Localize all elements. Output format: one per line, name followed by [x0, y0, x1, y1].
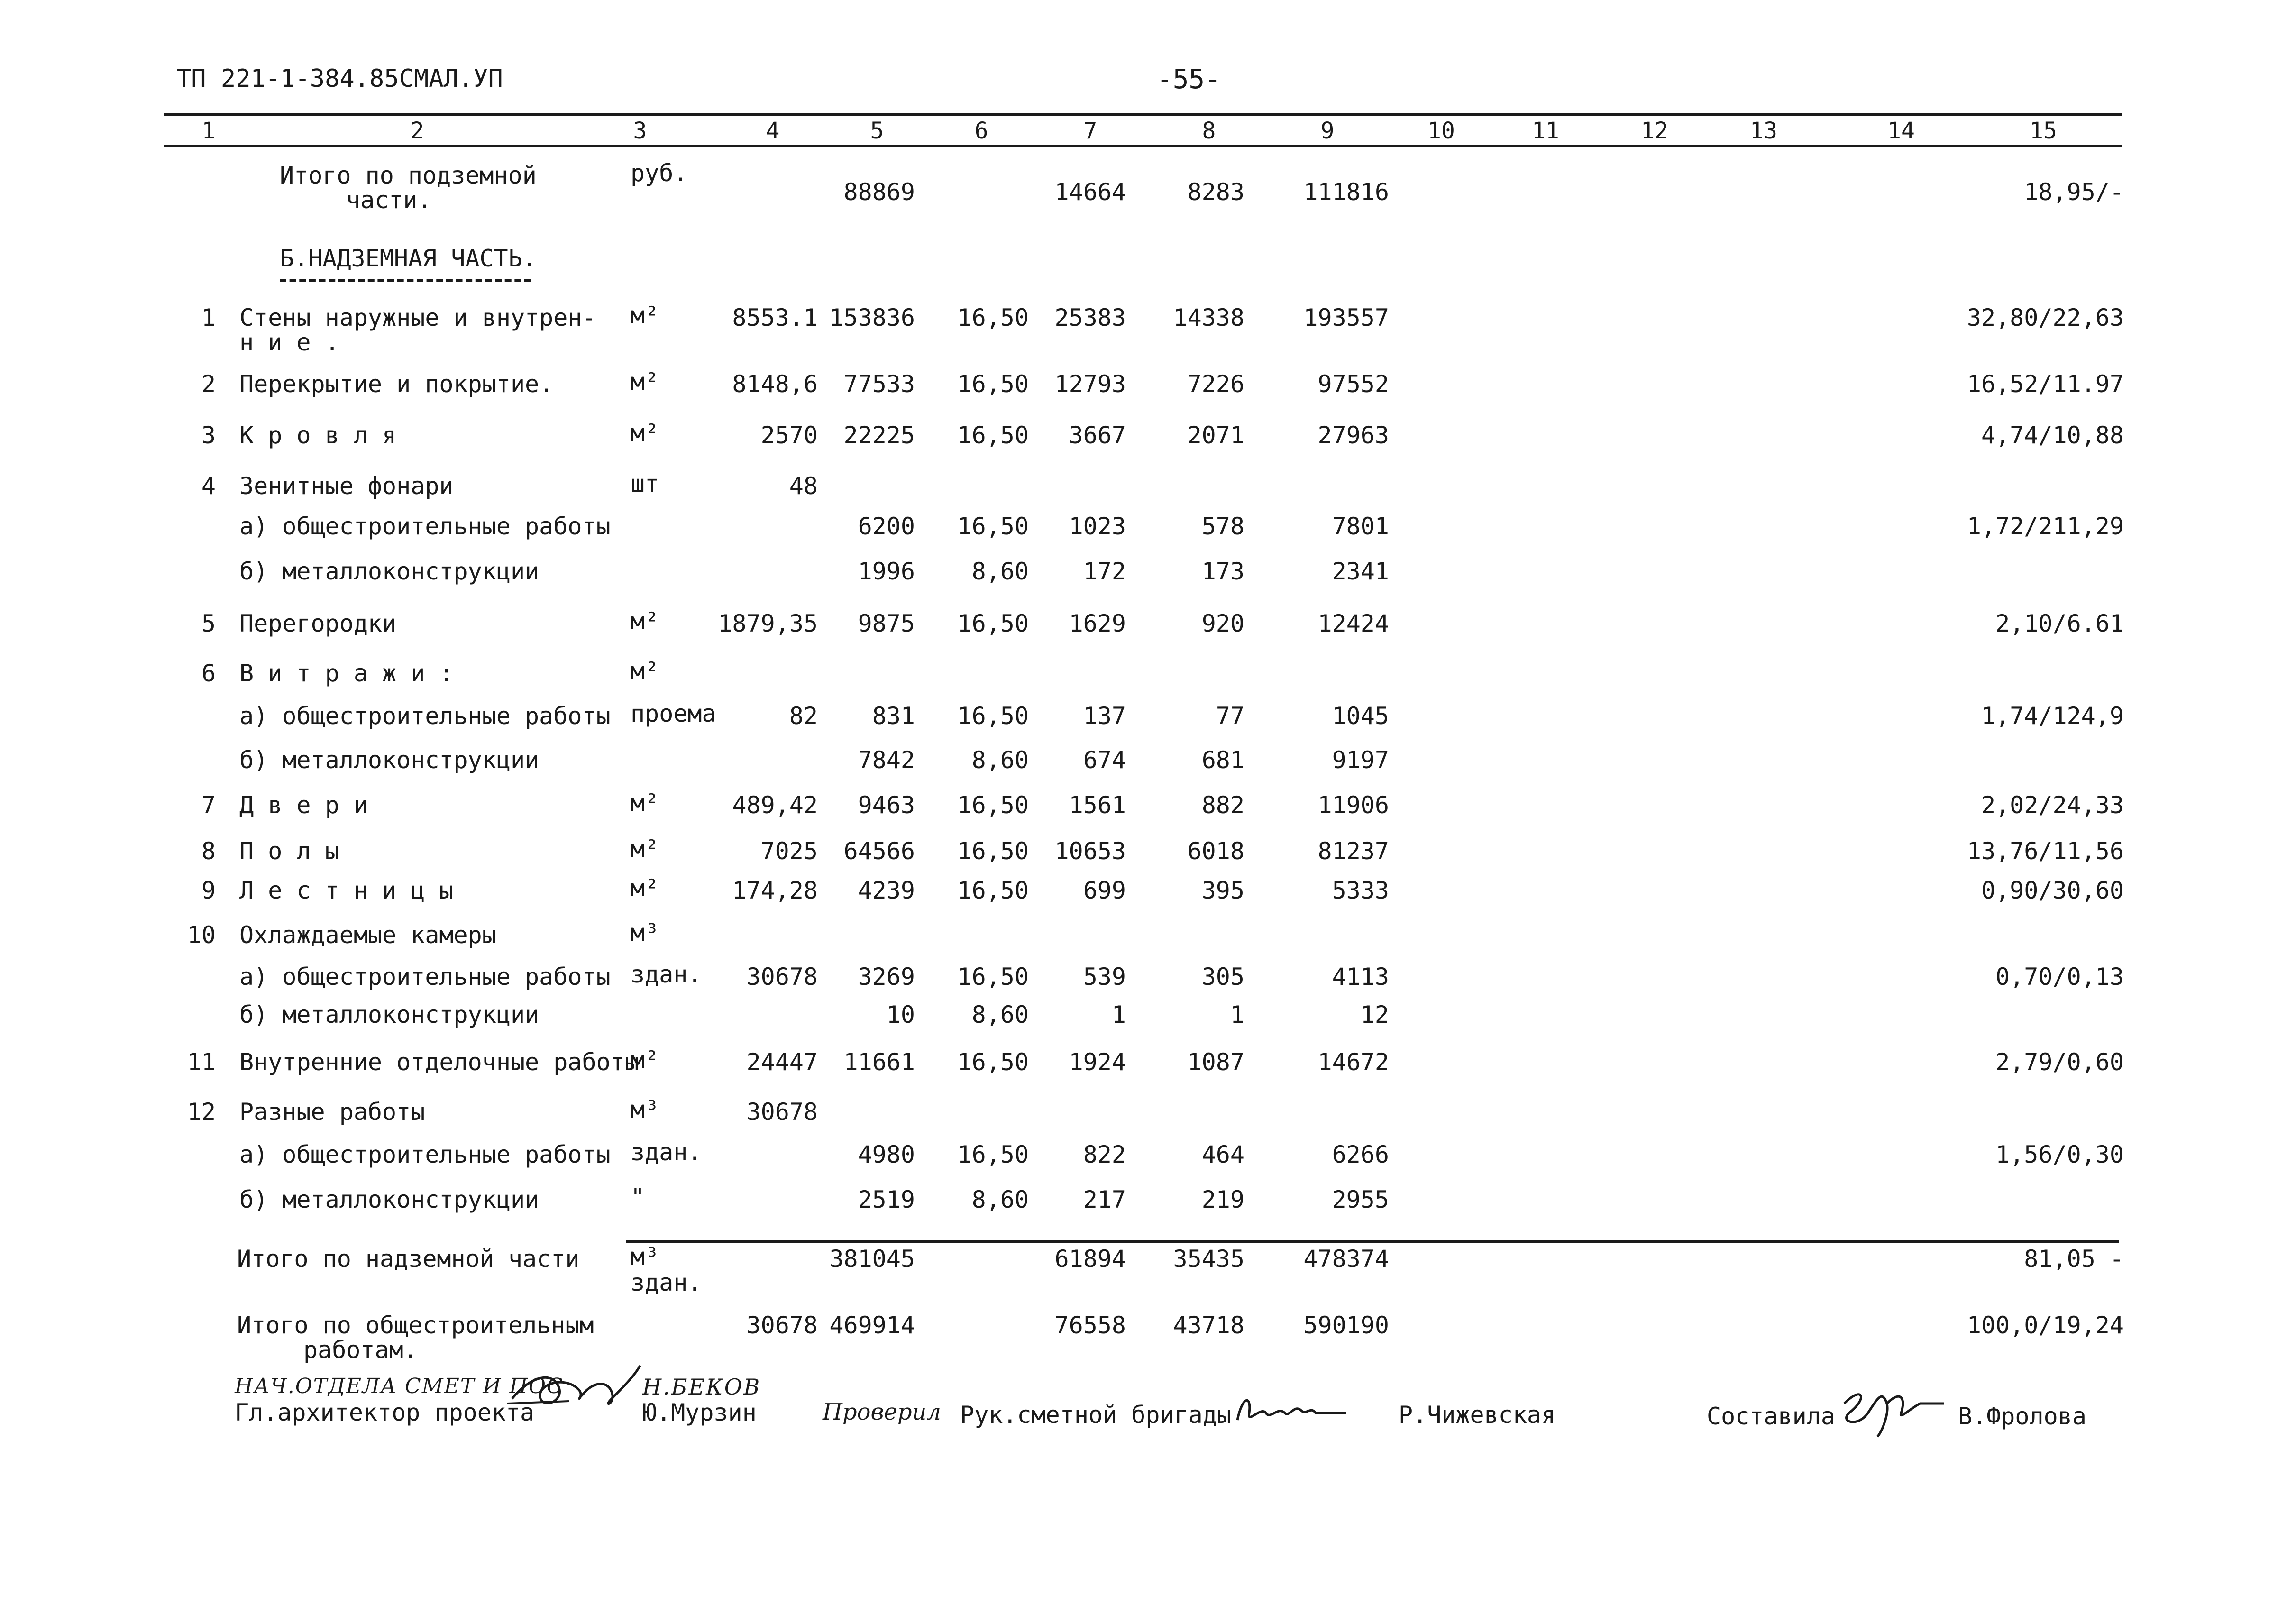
cell-c8: 578	[1201, 513, 1244, 540]
cell-c4: 174,28	[732, 877, 818, 904]
column-number: 12	[1641, 118, 1668, 144]
cell-c9: 2341	[1332, 558, 1389, 585]
cell-unit: м³	[631, 919, 659, 946]
cell-c9: 97552	[1317, 370, 1389, 398]
cell-c8: 219	[1201, 1186, 1244, 1213]
cell-c9: 14672	[1317, 1048, 1389, 1076]
cell-c4: 30678	[746, 1312, 818, 1339]
cell-c7: 76558	[1054, 1312, 1126, 1339]
cell-c7: 699	[1083, 877, 1126, 904]
chief-architect-name: Ю.Мурзин	[642, 1399, 757, 1426]
cell-unit: руб.	[631, 159, 688, 187]
signature-chizhevskaya	[1233, 1387, 1356, 1434]
brigade-name: Р.Чижевская	[1399, 1401, 1556, 1429]
cell-c8: 7226	[1187, 370, 1244, 398]
cell-c7: 3667	[1069, 422, 1126, 449]
column-number: 8	[1202, 118, 1216, 144]
cell-c6: 16,50	[957, 877, 1029, 904]
cell-name: б) металлоконструкции	[239, 1001, 540, 1028]
cell-name: Д в е р и	[239, 791, 368, 819]
cell-unit: м²	[631, 607, 659, 635]
cell-name: Перегородки	[239, 610, 397, 637]
brigade-title: Рук.сметной бригады	[960, 1401, 1231, 1429]
cell-c15: 4,74/10,88	[1981, 422, 2124, 449]
cell-c7: 61894	[1054, 1245, 1126, 1273]
cell-c15: 1,72/211,29	[1967, 513, 2124, 540]
cell-name: б) металлоконструкции	[239, 558, 540, 585]
cell-c4: 30678	[746, 1098, 818, 1126]
cell-c8: 8283	[1187, 178, 1244, 206]
column-number: 7	[1083, 118, 1098, 144]
cell-no: 12	[187, 1098, 216, 1126]
cell-c7: 25383	[1054, 304, 1126, 331]
cell-c5: 77533	[843, 370, 915, 398]
cell-no: 4	[201, 472, 216, 500]
cell-c7: 137	[1083, 702, 1126, 730]
cell-c8: 35435	[1173, 1245, 1244, 1273]
cell-name: Итого по общестроительным	[237, 1312, 594, 1339]
cell-c8: 305	[1201, 963, 1244, 991]
cell-name: а) общестроительные работы	[239, 702, 611, 730]
cell-c8: 395	[1201, 877, 1244, 904]
column-number: 5	[870, 118, 884, 144]
column-number: 4	[766, 118, 780, 144]
cell-c15: 2,10/6.61	[1995, 610, 2124, 637]
cell-c5: 10	[886, 1001, 915, 1028]
cell-name: Внутренние отделочные работы	[239, 1048, 639, 1076]
cell-c9: 193557	[1303, 304, 1389, 331]
checked-label: Проверил	[823, 1399, 942, 1425]
cell-c15: 2,79/0,60	[1995, 1048, 2124, 1076]
cell-name: Зенитные фонари	[239, 472, 454, 500]
cell-no: 2	[201, 370, 216, 398]
cell-c8: 882	[1201, 791, 1244, 819]
cell-c4: 82	[789, 702, 818, 730]
cell-unit: м³	[631, 1096, 659, 1123]
cell-c6: 8,60	[971, 1001, 1029, 1028]
cell-name: Перекрытие и покрытие.	[239, 370, 554, 398]
cell-no: 9	[201, 877, 216, 904]
cell-c9: 12424	[1317, 610, 1389, 637]
cell-unit: здан.	[631, 1138, 702, 1166]
column-number: 1	[201, 118, 216, 144]
cell-c9: 12	[1360, 1001, 1389, 1028]
cell-c15: 0,90/30,60	[1981, 877, 2124, 904]
cell-c7: 674	[1083, 746, 1126, 774]
cell-c6: 16,50	[957, 610, 1029, 637]
cell-unit: м²	[631, 835, 659, 862]
cell-c7: 1561	[1069, 791, 1126, 819]
cell-name: Охлаждаемые камеры	[239, 921, 496, 949]
cell-unit: здан.	[631, 961, 702, 988]
head-dept-name: Н.БЕКОВ	[642, 1374, 761, 1400]
table-top-rule	[164, 113, 2122, 116]
cell-name: н и е .	[239, 329, 339, 356]
cell-c6: 16,50	[957, 1048, 1029, 1076]
cell-name: а) общестроительные работы	[239, 1141, 611, 1168]
column-number-rule	[164, 145, 2122, 147]
cell-c15: 0,70/0,13	[1995, 963, 2124, 991]
cell-c4: 489,42	[732, 791, 818, 819]
cell-c9: 590190	[1303, 1312, 1389, 1339]
cell-name: П о л ы	[239, 837, 339, 865]
cell-c5: 7842	[858, 746, 915, 774]
cell-c8: 1	[1230, 1001, 1244, 1028]
cell-c6: 16,50	[957, 422, 1029, 449]
cell-c5: 2519	[858, 1186, 915, 1213]
cell-name: б) металлоконструкции	[239, 746, 540, 774]
cell-c7: 172	[1083, 558, 1126, 585]
cell-c8: 77	[1216, 702, 1244, 730]
cell-c9: 2955	[1332, 1186, 1389, 1213]
cell-name: части.	[346, 186, 432, 214]
cell-c5: 831	[872, 702, 915, 730]
cell-c7: 539	[1083, 963, 1126, 991]
cell-c8: 464	[1201, 1141, 1244, 1168]
cell-c9: 7801	[1332, 513, 1389, 540]
cell-c7: 1924	[1069, 1048, 1126, 1076]
cell-c6: 16,50	[957, 370, 1029, 398]
column-number: 6	[974, 118, 988, 144]
cell-c15: 1,56/0,30	[1995, 1141, 2124, 1168]
signature-frolova	[1830, 1375, 1953, 1441]
cell-c15: 32,80/22,63	[1967, 304, 2124, 331]
cell-c4: 24447	[746, 1048, 818, 1076]
cell-unit: м²	[631, 657, 659, 685]
cell-c8: 6018	[1187, 837, 1244, 865]
cell-c4: 7025	[760, 837, 818, 865]
cell-no: 5	[201, 610, 216, 637]
cell-c6: 16,50	[957, 513, 1029, 540]
cell-unit: м²	[631, 368, 659, 395]
cell-c5: 4980	[858, 1141, 915, 1168]
cell-c5: 22225	[843, 422, 915, 449]
cell-c4: 8553.1	[732, 304, 818, 331]
compiled-name: В.Фролова	[1958, 1403, 2086, 1430]
cell-c15: 16,52/11.97	[1967, 370, 2124, 398]
cell-c15: 18,95/-	[2024, 178, 2124, 206]
cell-c8: 14338	[1173, 304, 1244, 331]
cell-c9: 81237	[1317, 837, 1389, 865]
head-dept-title: НАЧ.ОТДЕЛА СМЕТ И ПОС	[235, 1374, 564, 1398]
chief-architect-title: Гл.архитектор проекта	[235, 1399, 535, 1426]
document-code: ТП 221-1-384.85СМАЛ.УП	[176, 64, 503, 93]
cell-name: К р о в л я	[239, 422, 397, 449]
cell-name: а) общестроительные работы	[239, 513, 611, 540]
cell-c6: 16,50	[957, 1141, 1029, 1168]
cell-no: 8	[201, 837, 216, 865]
column-number: 2	[410, 118, 424, 144]
cell-c6: 16,50	[957, 791, 1029, 819]
cell-c15: 13,76/11,56	[1967, 837, 2124, 865]
cell-c9: 11906	[1317, 791, 1389, 819]
column-number: 13	[1750, 118, 1777, 144]
cell-name: Л е с т н и ц ы	[239, 877, 454, 904]
cell-c5: 469914	[829, 1312, 915, 1339]
cell-c5: 4239	[858, 877, 915, 904]
cell-c7: 1629	[1069, 610, 1126, 637]
cell-c6: 16,50	[957, 702, 1029, 730]
cell-c8: 2071	[1187, 422, 1244, 449]
cell-c5: 9463	[858, 791, 915, 819]
section-underline	[280, 279, 531, 282]
cell-c6: 8,60	[971, 558, 1029, 585]
cell-unit: здан.	[631, 1269, 702, 1296]
cell-no: 3	[201, 422, 216, 449]
cell-c9: 1045	[1332, 702, 1389, 730]
cell-c7: 822	[1083, 1141, 1126, 1168]
cell-c5: 381045	[829, 1245, 915, 1273]
cell-name: Стены наружные и внутрен-	[239, 304, 596, 331]
cell-c6: 16,50	[957, 304, 1029, 331]
cell-c6: 8,60	[971, 746, 1029, 774]
cell-c15: 2,02/24,33	[1981, 791, 2124, 819]
cell-unit: проема	[631, 700, 716, 727]
cell-name: Б.НАДЗЕМНАЯ ЧАСТЬ.	[280, 245, 537, 272]
cell-c4: 2570	[760, 422, 818, 449]
cell-c8: 1087	[1187, 1048, 1244, 1076]
column-number: 9	[1320, 118, 1335, 144]
column-number: 11	[1532, 118, 1559, 144]
cell-unit: м²	[631, 302, 659, 329]
cell-c6: 8,60	[971, 1186, 1029, 1213]
cell-c15: 1,74/124,9	[1981, 702, 2124, 730]
cell-c4: 1879,35	[718, 610, 818, 637]
cell-no: 6	[201, 660, 216, 687]
cell-c15: 81,05 -	[2024, 1245, 2124, 1273]
cell-name: Итого по надземной части	[237, 1245, 580, 1273]
cell-unit: "	[631, 1184, 645, 1211]
cell-c6: 16,50	[957, 837, 1029, 865]
compiled-title: Составила	[1707, 1403, 1835, 1430]
cell-c9: 478374	[1303, 1245, 1389, 1273]
cell-c9: 27963	[1317, 422, 1389, 449]
cell-no: 1	[201, 304, 216, 331]
cell-c5: 1996	[858, 558, 915, 585]
cell-c5: 9875	[858, 610, 915, 637]
cell-c5: 6200	[858, 513, 915, 540]
total-separator-rule	[626, 1240, 2119, 1243]
cell-no: 7	[201, 791, 216, 819]
cell-c15: 100,0/19,24	[1967, 1312, 2124, 1339]
cell-c9: 9197	[1332, 746, 1389, 774]
cell-name: а) общестроительные работы	[239, 963, 611, 991]
cell-name: б) металлоконструкции	[239, 1186, 540, 1213]
cell-name: работам.	[303, 1336, 418, 1364]
cell-c5: 64566	[843, 837, 915, 865]
cell-c5: 153836	[829, 304, 915, 331]
cell-unit: м²	[631, 1046, 659, 1073]
cell-unit: м³	[631, 1243, 659, 1270]
cell-c9: 4113	[1332, 963, 1389, 991]
cell-c9: 6266	[1332, 1141, 1389, 1168]
cell-c8: 920	[1201, 610, 1244, 637]
cell-c9: 111816	[1303, 178, 1389, 206]
column-number: 15	[2030, 118, 2057, 144]
cell-c8: 681	[1201, 746, 1244, 774]
column-number: 10	[1427, 118, 1455, 144]
cell-c8: 43718	[1173, 1312, 1244, 1339]
cell-unit: м²	[631, 874, 659, 902]
cell-c7: 1	[1111, 1001, 1126, 1028]
cell-name: Итого по подземной	[280, 162, 537, 189]
cell-c6: 16,50	[957, 963, 1029, 991]
page-number: -55-	[1157, 64, 1221, 95]
cell-c9: 5333	[1332, 877, 1389, 904]
cell-c7: 217	[1083, 1186, 1126, 1213]
column-number: 3	[633, 118, 647, 144]
cell-c4: 8148,6	[732, 370, 818, 398]
cell-c5: 11661	[843, 1048, 915, 1076]
cell-unit: шт	[631, 470, 659, 497]
cell-c7: 1023	[1069, 513, 1126, 540]
cell-name: В и т р а ж и :	[239, 660, 454, 687]
cell-c7: 14664	[1054, 178, 1126, 206]
cell-unit: м²	[631, 789, 659, 817]
column-number: 14	[1887, 118, 1915, 144]
cell-c5: 3269	[858, 963, 915, 991]
signature-bekov	[503, 1356, 645, 1422]
cell-c4: 48	[789, 472, 818, 500]
cell-no: 10	[187, 921, 216, 949]
cell-c8: 173	[1201, 558, 1244, 585]
cell-unit: м²	[631, 419, 659, 447]
cell-c5: 88869	[843, 178, 915, 206]
cell-c7: 12793	[1054, 370, 1126, 398]
cell-name: Разные работы	[239, 1098, 425, 1126]
cell-no: 11	[187, 1048, 216, 1076]
cell-c4: 30678	[746, 963, 818, 991]
cell-c7: 10653	[1054, 837, 1126, 865]
